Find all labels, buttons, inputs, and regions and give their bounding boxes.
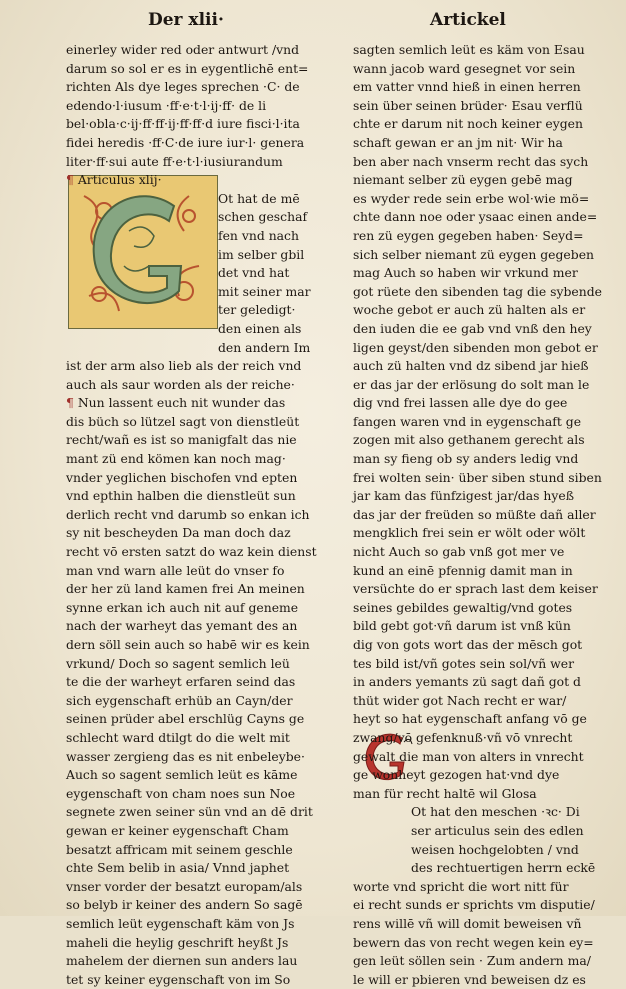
text-line: seinen prüder abel erschlüg Cayns ge [66, 711, 305, 727]
text-line: nach der warheyt das yemant des an [66, 618, 298, 634]
text-line: sich eygenschaft erhüb an Cayn/der [66, 692, 293, 708]
text-line: jar kam das fünfzigest jar/das hyeß [353, 488, 574, 504]
text-line: vnser vorder der besatzt europam/als [66, 878, 303, 894]
text-line: so belyb ir keiner des andern So sagē [66, 897, 303, 913]
text-line: mant zü end kömen kan noch mag· [66, 451, 286, 467]
text-line: ser articulus sein des edlen [411, 822, 584, 838]
paragraph-mark-icon: ¶ [66, 395, 74, 411]
text-line: Ot hat den meschen ·ꝛc· Di [411, 804, 580, 820]
text-line: ge wonheyt gezogen hat·vnd dye [353, 767, 560, 783]
text-line: mag Auch so haben wir vrkund mer [353, 265, 578, 281]
running-head-right: Artickel [430, 10, 506, 30]
text-line: dern söll sein auch so habē wir es kein [66, 637, 310, 652]
text-line: im selber gbil [218, 246, 305, 262]
text-line: bewern das von recht wegen kein ey= [353, 934, 594, 950]
text-line: in anders yemants zü sagt dañ got d [353, 674, 581, 690]
text-line: wann jacob ward gesegnet vor sein [353, 60, 576, 76]
text-line: ren zü eygen gegeben haben· Seyd= [353, 227, 584, 243]
text-line: bel·obla·c·ij·ff·ff·ij·ff·ff·d iure fisci·l·ita [66, 116, 300, 132]
paragraph-mark-icon: ¶ [66, 172, 74, 188]
text-line: vrkund/ Doch so sagent semlich leü [66, 655, 290, 671]
text-line: dis büch so lützel sagt von dienstleüt [66, 413, 300, 429]
text-line: tes bild ist/vñ gotes sein sol/vñ wer [353, 655, 575, 671]
text-line: te die der warheyt erfaren seind das [66, 674, 296, 690]
text-line: richten Als dye leges sprechen ·C· de [66, 79, 300, 95]
text-line: man sy fieng ob sy anders ledig vnd [353, 451, 579, 467]
text-line: dig von gots wort das der mēsch got [353, 637, 583, 652]
text-line: seines gebildes gewaltig/vnd gotes [353, 599, 573, 615]
text-line: des rechtuertigen herrn eckē [411, 860, 596, 876]
text-line: nicht Auch so gab vnß got mer ve [353, 544, 565, 560]
text-line: den iuden die ee gab vnd vnß den hey [353, 320, 592, 336]
text-line: vnd epthin halben die dienstleüt sun [66, 488, 296, 504]
text-line: recht/wañ es ist so manigfalt das nie [66, 432, 297, 448]
text-line: das jar der freüden so müßte dañ aller [353, 506, 596, 522]
text-line: Ot hat de mē [218, 190, 300, 206]
article-rubric [66, 171, 312, 190]
text-line: heyt so hat eygenschaft anfang vō ge [353, 711, 587, 727]
text-line: sagten semlich leüt es käm von Esau [353, 42, 585, 57]
text-line: fangen waren vnd in eygenschaft ge [353, 413, 582, 429]
text-line: mit seiner mar [218, 283, 311, 299]
text-line: ter geledigt· [218, 302, 296, 318]
text-line: tet sy keiner eygenschaft von im So [66, 971, 291, 987]
text-line: zogen mit also gethanem gerecht als [353, 432, 585, 448]
text-line: chte Sem belib in asia/ Vnnd japhet [66, 860, 290, 876]
text-line: edendo·l·iusum ·ff·e·t·l·ij·ff· de li [66, 97, 267, 113]
text-line: sy nit bescheyden Da man doch daz [66, 525, 291, 541]
text-line: besatzt affricam mit seinem geschle [66, 841, 293, 857]
text-line: sich selber niemant zü eygen gegeben [353, 246, 595, 262]
text-line: le will er pbieren vnd beweisen dz es [353, 971, 586, 987]
text-line: ben aber nach vnserm recht das sych [353, 153, 589, 169]
text-line: vnder yeglichen bischofen vnd epten [66, 469, 298, 485]
text-line: fidei heredis ·ff·C·de iure iur·l· genera [66, 134, 305, 150]
text-line: Auch so sagent semlich leüt es kāme [66, 767, 298, 783]
right-column [353, 41, 602, 989]
text-line: es wyder rede sein erbe wol·wie mö= [353, 190, 590, 206]
text-line: ligen geyst/den sibenden mon gebot er [353, 339, 598, 355]
text-line: dig vnd frei lassen alle dye do gee [353, 395, 568, 411]
text-line: ist der arm also lieb als der reich vnd [66, 358, 302, 374]
text-line: maheli die heylig geschrift heyßt Js [66, 934, 289, 950]
text-line: den andern Im [218, 339, 311, 355]
text-line: gewalt die man von alters in vnrecht [353, 748, 584, 764]
text-line: schen geschaf [218, 209, 308, 225]
text-line: synne erkan ich auch nit auf geneme [66, 599, 299, 615]
text-line: thüt wider got Nach recht er war/ [353, 692, 567, 708]
text-line: niemant selber zü eygen gebē mag [353, 172, 573, 188]
text-line: mengklich frei sein er wölt oder wölt [353, 525, 586, 541]
text-line: em vatter vnnd hieß in einen herren [353, 79, 581, 95]
text-line: der her zü land kamen frei An meinen [66, 581, 305, 597]
text-line: schlecht ward dtilgt do die welt mit [66, 729, 290, 745]
text-line: liter·ff·sui aute ff·e·t·l·iusiurandum [66, 153, 283, 169]
text-line: segnete zwen seiner sün vnd an dē drit [66, 804, 313, 820]
text-line: got rüete den sibenden tag die sybende [353, 283, 602, 299]
text-line: auch als saur worden als der reiche· [66, 376, 295, 392]
text-line: man für recht haltē wil Glosa [353, 785, 537, 801]
text-line: derlich recht vnd darumb so enkan ich [66, 506, 310, 522]
text-line: wasser zergieng das es nit enbeleybe· [66, 748, 305, 764]
text-line: fen vnd nach [218, 227, 299, 243]
left-column [66, 41, 317, 989]
text-line: eygenschaft von cham noes sun Noe [66, 785, 296, 801]
running-head-left: Der xlii· [148, 10, 224, 30]
text-line: er das jar der erlösung do solt man le [353, 376, 590, 392]
text-line: sein über seinen brüder· Esau verflü [353, 97, 583, 113]
text-line: schaft gewan er an jm nit· Wir ha [353, 134, 563, 150]
text-line: kund an einē pfennig damit man in [353, 562, 573, 578]
text-line: woche gebot er auch zü halten als er [353, 302, 586, 318]
text-segment: Nun lassent euch nit wunder das [77, 395, 286, 411]
text-line: mahelem der diernen sun anders lau [66, 953, 298, 969]
text-line: semlich leüt eygenschaft käm von Js [66, 915, 295, 931]
text-line: man vnd warn alle leüt do vnser fo [66, 562, 285, 578]
text-line [66, 394, 312, 413]
text-line: weisen hochgelobten / vnd [411, 841, 579, 857]
text-line: einerley wider red oder antwurt /vnd [66, 42, 300, 57]
text-line: ei recht sunds er sprichts vm disputie/ [353, 897, 595, 913]
text-line: zwang/vō gefenknuß·vñ vō vnrecht [353, 729, 573, 745]
text-line: auch zü halten vnd dz sibend jar hieß [353, 358, 589, 374]
text-line: frei wolten sein· über siben stund siben [353, 469, 602, 485]
text-line: rens willē vñ will domit beweisen vñ [353, 915, 582, 931]
text-line: bild gebt got·vñ darum ist vnß kün [353, 618, 571, 634]
text-line: det vnd hat [218, 265, 290, 281]
text-line: gewan er keiner eygenschaft Cham [66, 822, 289, 838]
text-line: chte er darum nit noch keiner eygen [353, 116, 583, 132]
article-heading: Articulus xlij· [77, 172, 162, 188]
text-line: recht vō ersten satzt do waz kein dienst [66, 544, 317, 560]
text-line: chte dann noe oder ysaac einen ande= [353, 209, 598, 225]
text-line: den einen als [218, 320, 302, 336]
text-line: gen leüt söllen sein · Zum andern ma/ [353, 953, 591, 969]
text-line: worte vnd spricht die wort nitt für [353, 878, 569, 894]
text-line: darum so sol er es in eygentlichē ent= [66, 60, 309, 76]
text-line: versüchte do er sprach last dem keiser [353, 581, 598, 597]
